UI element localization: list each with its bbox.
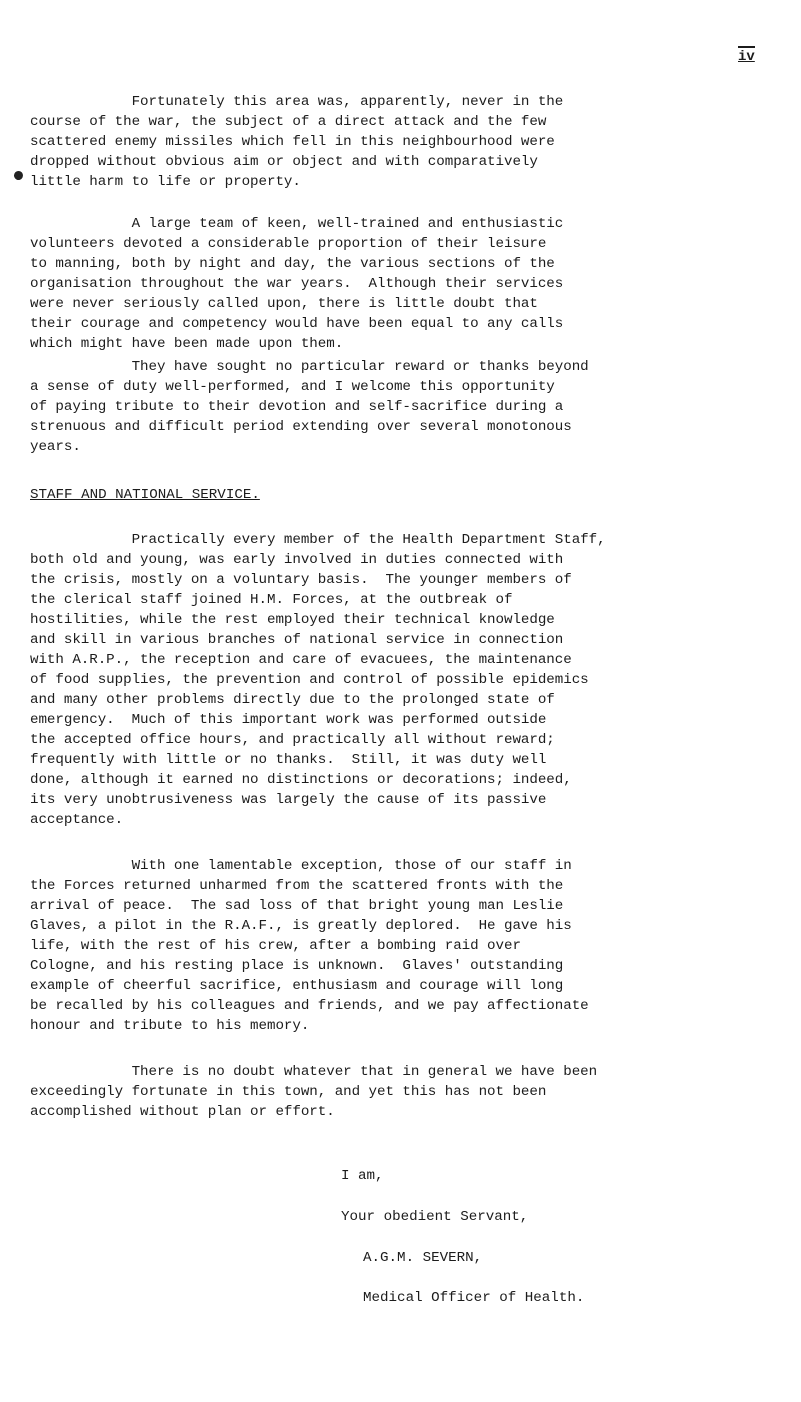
text-line: life, with the rest of his crew, after a bombing raid over xyxy=(30,938,521,954)
paragraph-volunteers xyxy=(30,214,790,354)
text-line: of food supplies, the prevention and control of possible epidemics xyxy=(30,672,589,688)
text-line: strenuous and difficult period extending over several monotonous xyxy=(30,419,572,435)
text-line: dropped without obvious aim or object and with comparatively xyxy=(30,154,538,170)
text-line: Cologne, and his resting place is unknown. Glaves' outstanding xyxy=(30,958,564,974)
text-line: were never seriously called upon, there is little doubt that xyxy=(30,296,538,312)
text-line: scattered enemy missiles which fell in this neighbourhood were xyxy=(30,134,555,150)
signature-salutation: Your obedient Servant, xyxy=(341,1209,529,1225)
text-line: acceptance. xyxy=(30,812,124,828)
text-line: its very unobtrusiveness was largely the cause of its passive xyxy=(30,792,547,808)
text-line: done, although it earned no distinctions or decorations; indeed, xyxy=(30,772,572,788)
text-line: be recalled by his colleagues and friends, and we pay affectionate xyxy=(30,998,589,1014)
text-line: volunteers devoted a considerable proportion of their leisure xyxy=(30,236,547,252)
text-line: and skill in various branches of national service in connection xyxy=(30,632,564,648)
text-line: to manning, both by night and day, the various sections of the xyxy=(30,256,555,272)
text-line: accomplished without plan or effort. xyxy=(30,1104,335,1120)
text-line: the clerical staff joined H.M. Forces, at the outbreak of xyxy=(30,592,513,608)
text-line: the Forces returned unharmed from the scattered fronts with the xyxy=(30,878,564,894)
text-line: and many other problems directly due to the prolonged state of xyxy=(30,692,555,708)
text-line: emergency. Much of this important work was performed outside xyxy=(30,712,547,728)
text-line: the crisis, mostly on a voluntary basis. The younger members of xyxy=(30,572,572,588)
text-line: little harm to life or property. xyxy=(30,174,301,190)
text-line: With one lamentable exception, those of our staff in xyxy=(30,858,572,874)
text-line: their courage and competency would have been equal to any calls xyxy=(30,316,564,332)
text-line: There is no doubt whatever that in general we have been xyxy=(30,1064,598,1080)
text-line: organisation throughout the war years. Although their services xyxy=(30,276,564,292)
text-line: They have sought no particular reward or thanks beyond xyxy=(30,359,589,375)
text-line: example of cheerful sacrifice, enthusiasm and courage will long xyxy=(30,978,564,994)
text-line: the accepted office hours, and practically all without reward; xyxy=(30,732,555,748)
signature-closing: I am, xyxy=(341,1168,384,1184)
paragraph-conclusion xyxy=(30,1062,790,1122)
text-line: Glaves, a pilot in the R.A.F., is greatly deplored. He gave his xyxy=(30,918,572,934)
margin-ink-mark xyxy=(13,170,25,182)
text-line: years. xyxy=(30,439,81,455)
text-line: exceedingly fortunate in this town, and yet this has not been xyxy=(30,1084,547,1100)
text-line: arrival of peace. The sad loss of that bright young man Leslie xyxy=(30,898,564,914)
text-line: course of the war, the subject of a direct attack and the few xyxy=(30,114,547,130)
text-line: honour and tribute to his memory. xyxy=(30,1018,310,1034)
paragraph-reward xyxy=(30,357,790,457)
text-line: hostilities, while the rest employed their technical knowledge xyxy=(30,612,555,628)
text-line: of paying tribute to their devotion and self-sacrifice during a xyxy=(30,399,564,415)
signature-title: Medical Officer of Health. xyxy=(363,1290,585,1306)
paragraph-forces xyxy=(30,856,790,1036)
text-line: which might have been made upon them. xyxy=(30,336,344,352)
section-heading: STAFF AND NATIONAL SERVICE. xyxy=(30,487,260,503)
page-number: iv xyxy=(738,46,755,65)
signature-name: A.G.M. SEVERN, xyxy=(363,1250,483,1266)
paragraph-staff xyxy=(30,530,790,830)
text-line: frequently with little or no thanks. Still, it was duty well xyxy=(30,752,547,768)
text-line: both old and young, was early involved in duties connected with xyxy=(30,552,564,568)
text-line: Practically every member of the Health Department Staff, xyxy=(30,532,606,548)
text-line: with A.R.P., the reception and care of evacuees, the maintenance xyxy=(30,652,572,668)
paragraph-fortunately xyxy=(30,92,790,192)
text-line: a sense of duty well-performed, and I welcome this opportunity xyxy=(30,379,555,395)
text-line: Fortunately this area was, apparently, never in the xyxy=(30,94,564,110)
text-line: A large team of keen, well-trained and enthusiastic xyxy=(30,216,564,232)
